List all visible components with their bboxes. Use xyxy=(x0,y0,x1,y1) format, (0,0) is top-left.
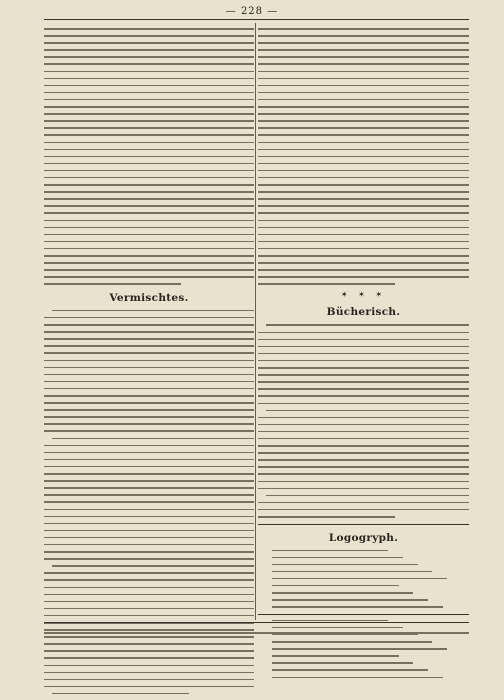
text-line xyxy=(258,85,469,87)
text-line xyxy=(44,643,254,645)
text-line xyxy=(272,550,388,552)
text-line xyxy=(44,120,254,122)
text-line xyxy=(258,42,469,44)
text-line xyxy=(258,170,469,172)
text-line xyxy=(44,142,254,144)
text-line xyxy=(258,346,469,348)
text-line xyxy=(44,360,254,362)
text-line xyxy=(44,276,254,278)
text-line xyxy=(258,438,469,440)
left-column xyxy=(44,28,254,700)
text-line xyxy=(44,494,254,496)
text-line xyxy=(44,184,254,186)
text-line xyxy=(258,78,469,80)
text-line xyxy=(258,184,469,186)
text-line xyxy=(44,28,254,30)
text-line xyxy=(44,156,254,158)
text-line xyxy=(44,269,254,271)
column-divider xyxy=(255,23,256,620)
text-line xyxy=(44,587,254,589)
text-line xyxy=(44,537,254,539)
text-line xyxy=(44,636,254,638)
text-line xyxy=(272,557,403,559)
text-line xyxy=(258,332,469,334)
text-line xyxy=(44,374,254,376)
text-line xyxy=(44,452,254,454)
text-line xyxy=(44,615,254,617)
text-line xyxy=(258,134,469,136)
text-line xyxy=(44,686,254,688)
misc-section-heading: Vermischtes. xyxy=(109,291,189,304)
text-line xyxy=(44,594,254,596)
text-line xyxy=(258,502,469,504)
text-line xyxy=(44,601,254,603)
text-line xyxy=(272,662,413,664)
text-line xyxy=(44,262,254,264)
text-line xyxy=(258,220,469,222)
text-line xyxy=(44,106,254,108)
text-line xyxy=(44,198,254,200)
text-line xyxy=(258,56,469,58)
text-line xyxy=(44,381,254,383)
text-line xyxy=(272,585,399,587)
text-line xyxy=(258,283,395,285)
separator-stars: ✶ ✶ ✶ xyxy=(340,290,387,300)
text-line xyxy=(272,677,443,679)
text-line xyxy=(258,269,469,271)
text-line xyxy=(272,571,432,573)
text-line xyxy=(258,374,469,376)
text-line xyxy=(258,488,469,490)
text-line xyxy=(52,565,254,567)
text-line xyxy=(272,634,418,636)
header-rule xyxy=(44,19,469,20)
text-line xyxy=(258,205,469,207)
text-line xyxy=(258,191,469,193)
text-line xyxy=(44,367,254,369)
text-line xyxy=(44,220,254,222)
text-line xyxy=(44,99,254,101)
text-line xyxy=(44,191,254,193)
text-line xyxy=(44,71,254,73)
text-line xyxy=(258,212,469,214)
right-column xyxy=(258,28,469,684)
text-line xyxy=(44,579,254,581)
text-line xyxy=(44,487,254,489)
text-line xyxy=(44,234,254,236)
text-line xyxy=(258,452,469,454)
text-line xyxy=(258,395,469,397)
text-line xyxy=(44,134,254,136)
text-line xyxy=(44,78,254,80)
text-line xyxy=(44,416,254,418)
text-line xyxy=(258,99,469,101)
text-line xyxy=(44,679,254,681)
text-line xyxy=(44,423,254,425)
text-line xyxy=(258,63,469,65)
logogryph-heading: Logogryph. xyxy=(328,531,399,544)
text-line xyxy=(44,516,254,518)
text-line xyxy=(258,339,469,341)
text-line xyxy=(44,352,254,354)
text-line xyxy=(272,592,413,594)
text-line xyxy=(258,248,469,250)
text-line xyxy=(44,35,254,37)
text-line xyxy=(44,558,254,560)
text-line xyxy=(44,608,254,610)
text-line xyxy=(44,388,254,390)
text-line xyxy=(44,551,254,553)
text-line xyxy=(44,657,254,659)
text-line xyxy=(44,241,254,243)
text-line xyxy=(44,430,254,432)
text-line xyxy=(258,113,469,115)
text-line xyxy=(44,205,254,207)
text-line xyxy=(44,63,254,65)
text-line xyxy=(258,466,469,468)
text-line xyxy=(44,149,254,151)
text-line xyxy=(52,438,254,440)
text-line xyxy=(44,509,254,511)
text-line xyxy=(258,127,469,129)
text-line xyxy=(258,473,469,475)
text-line xyxy=(44,530,254,532)
text-line xyxy=(44,317,254,319)
text-line xyxy=(44,466,254,468)
right-article-text xyxy=(258,28,469,285)
text-line xyxy=(44,49,254,51)
logogryph-poem xyxy=(258,550,469,608)
text-line xyxy=(258,424,469,426)
misc-section-text xyxy=(44,310,254,695)
text-line xyxy=(258,142,469,144)
text-line xyxy=(258,388,469,390)
books-section-text xyxy=(258,324,469,517)
text-line xyxy=(258,353,469,355)
text-line xyxy=(258,120,469,122)
text-line xyxy=(258,92,469,94)
text-line xyxy=(44,85,254,87)
text-line xyxy=(272,669,428,671)
text-line xyxy=(44,212,254,214)
text-line xyxy=(44,127,254,129)
text-line xyxy=(44,227,254,229)
text-line xyxy=(52,310,254,312)
article-continued-text xyxy=(44,28,254,285)
page-number: — 228 — xyxy=(225,6,279,17)
text-line xyxy=(258,367,469,369)
text-line xyxy=(272,564,418,566)
text-line xyxy=(258,381,469,383)
text-line xyxy=(44,255,254,257)
text-line xyxy=(44,345,254,347)
text-line xyxy=(272,648,447,650)
text-line xyxy=(44,338,254,340)
text-line xyxy=(258,177,469,179)
text-line xyxy=(44,459,254,461)
text-line xyxy=(258,106,469,108)
text-line xyxy=(258,276,469,278)
text-line xyxy=(44,409,254,411)
text-line xyxy=(258,241,469,243)
text-line xyxy=(258,35,469,37)
text-line xyxy=(44,473,254,475)
text-line xyxy=(44,544,254,546)
text-line xyxy=(266,495,469,497)
text-line xyxy=(258,445,469,447)
text-line xyxy=(272,641,432,643)
text-line xyxy=(258,262,469,264)
section-rule xyxy=(258,524,469,525)
text-line xyxy=(266,324,469,326)
text-line xyxy=(44,163,254,165)
text-line xyxy=(272,655,399,657)
text-line xyxy=(258,403,469,405)
text-line xyxy=(44,501,254,503)
text-line xyxy=(44,445,254,447)
text-line xyxy=(44,402,254,404)
text-line xyxy=(44,283,181,285)
text-line xyxy=(258,198,469,200)
printer-imprint xyxy=(44,622,469,634)
text-line xyxy=(258,227,469,229)
text-line xyxy=(258,417,469,419)
text-line xyxy=(44,324,254,326)
text-line xyxy=(258,459,469,461)
text-line xyxy=(44,331,254,333)
text-line xyxy=(44,672,254,674)
text-line xyxy=(258,360,469,362)
text-line xyxy=(44,170,254,172)
text-line xyxy=(44,56,254,58)
text-line xyxy=(258,163,469,165)
text-line xyxy=(258,509,469,511)
text-line xyxy=(44,42,254,44)
text-line xyxy=(44,92,254,94)
text-line xyxy=(44,523,254,525)
text-line xyxy=(258,149,469,151)
text-line xyxy=(52,693,189,695)
text-line xyxy=(258,49,469,51)
text-line xyxy=(44,177,254,179)
books-section-heading: Bücherisch. xyxy=(326,306,401,319)
text-line xyxy=(258,481,469,483)
text-line xyxy=(272,599,428,601)
section-rule-2 xyxy=(258,614,469,615)
text-line xyxy=(272,606,443,608)
text-line xyxy=(44,395,254,397)
text-line xyxy=(44,572,254,574)
text-line xyxy=(258,156,469,158)
text-line xyxy=(272,578,447,580)
text-line xyxy=(44,113,254,115)
text-line xyxy=(258,431,469,433)
text-line xyxy=(258,234,469,236)
text-line xyxy=(258,28,469,30)
text-line xyxy=(258,255,469,257)
text-line xyxy=(258,71,469,73)
text-line xyxy=(44,248,254,250)
text-line xyxy=(258,516,395,518)
text-line xyxy=(44,665,254,667)
text-line xyxy=(266,410,469,412)
text-line xyxy=(44,480,254,482)
